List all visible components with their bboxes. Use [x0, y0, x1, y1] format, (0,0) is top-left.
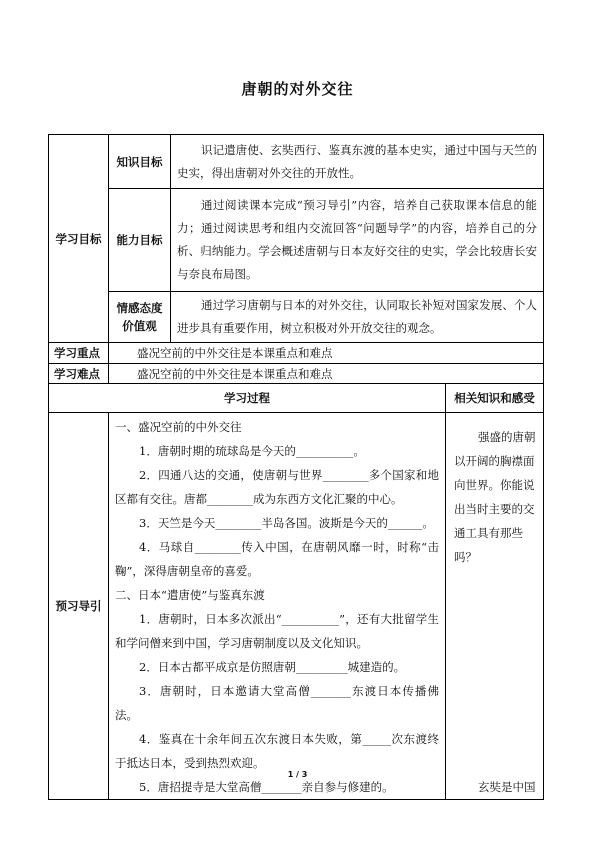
emotion-label [109, 292, 171, 343]
preview-item: 1．唐朝时期的琉球岛是今天的__________。 [139, 444, 365, 458]
ability-label: 能力目标 [109, 189, 171, 292]
preview-note-bottom: 玄奘是中国 [478, 780, 536, 794]
preview-item: 5．唐招提寺是大堂高僧_______亲自参与修建的。 [139, 780, 394, 794]
emotion-objective-row [49, 292, 544, 343]
knowledge-text [171, 135, 544, 189]
key-point-row [49, 343, 544, 364]
preview-item: 3．天竺是今天________半岛各国。波斯是今天的______。 [139, 516, 434, 530]
preview-item: 2．日本古都平成京是仿照唐朝_________城建造的。 [139, 660, 406, 674]
preview-label: 预习导引 [49, 413, 109, 800]
knowledge-objective-row [49, 135, 544, 189]
knowledge-paragraph: 识记遣唐使、玄奘西行、鉴真东渡的基本史实，通过中国与天竺的史实，得出唐朝对外交往的开放性。 [177, 142, 537, 180]
difficulty-row [49, 364, 544, 384]
preview-notes [446, 413, 544, 800]
emotion-label-line1: 情感态度 [116, 301, 163, 315]
preview-heading-1: 一、盛况空前的中外交往 [115, 420, 242, 434]
preview-content [109, 413, 446, 800]
key-point-label: 学习重点 [49, 343, 109, 364]
ability-objective-row [49, 189, 544, 292]
lesson-table [48, 134, 544, 800]
preview-row [49, 413, 544, 800]
difficulty-label: 学习难点 [49, 364, 109, 384]
preview-item: 4．鉴真在十余年间五次东渡日本失败，第_____次东渡终于抵达日本，受到热烈欢迎。 [115, 732, 439, 770]
page-footer: 1 / 3 [287, 770, 308, 779]
ability-text [171, 189, 544, 292]
preview-item: 3．唐朝时，日本邀请大堂高僧_______东渡日本传播佛法。 [115, 684, 439, 722]
preview-note-text: 强盛的唐朝以开阔的胸襟面向世界。你能说出当时主要的交通工具有那些吗？ [454, 430, 536, 564]
preview-item: 1．唐朝时，日本多次派出“__________”，还有大批留学生和学问僧来到中国，学习唐朝制度以及文化知识。 [115, 612, 439, 650]
process-header: 学习过程 [49, 384, 446, 413]
emotion-label-line2: 价值观 [122, 319, 157, 333]
ability-paragraph: 通过阅读课本完成“预习导引”内容，培养自己获取课本信息的能力；通过阅读思考和组内交流回答“问题导学”的内容，培养自己的分析、归纳能力。学会概述唐朝与日本友好交往的史实，学会比较唐长安与奈良布局图。 [177, 198, 537, 281]
difficulty-text: 盛况空前的中外交往是本课重点和难点 [109, 364, 544, 384]
preview-item: 2．四通八达的交通，使唐朝与世界________多个国家和地区都有交往。唐都________成为东西方文化汇聚的中心。 [115, 468, 439, 506]
process-header-row [49, 384, 544, 413]
emotion-paragraph: 通过学习唐朝与日本的对外交往，认同取长补短对国家发展、个人进步具有重要作用，树立积极对外开放交往的观念。 [177, 298, 537, 335]
notes-header: 相关知识和感受 [446, 384, 544, 413]
preview-item: 4．马球自________传入中国，在唐朝风靡一时，时称“击鞠”，深得唐朝皇帝的喜爱。 [115, 540, 439, 578]
objectives-label: 学习目标 [49, 135, 109, 343]
knowledge-label: 知识目标 [109, 135, 171, 189]
preview-heading-2: 二、日本“遣唐使”与鉴真东渡 [115, 588, 265, 602]
emotion-text [171, 292, 544, 343]
page-title: 唐朝的对外交往 [241, 80, 354, 98]
key-point-text: 盛况空前的中外交往是本课重点和难点 [109, 343, 544, 364]
